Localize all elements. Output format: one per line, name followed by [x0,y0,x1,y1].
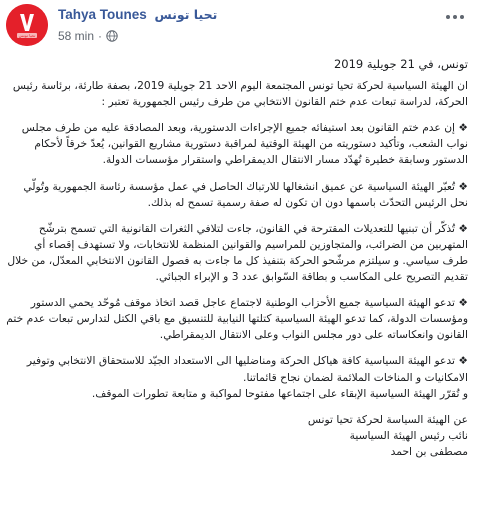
point-paragraph-4: ❖ تدعو الهيئة السياسية جميع الأحزاب الوطنية لاجتماع عاجل قصد اتخاذ موقف مُوحّد يحمي الدستور ومؤسسات الدولة، كما تدعو الهيئة السياسية كتلتها النيابية للتنسيق مع باقي الكتل لتدارس تبعات عدم ختم القانون وانعكاساته على دور مجلس النواب وعلى الانتقال الديمقراطي. [6,296,468,342]
page-name[interactable]: Tahya Tounes [58,7,147,22]
signature-line-1: عن الهيئة السياسة لحركة تحيا تونس [307,412,468,426]
more-options-icon[interactable] [444,10,466,24]
post-body [6,56,468,460]
point-paragraph-1: ❖ إن عدم ختم القانون بعد استيفائه جميع الإجراءات الدستورية، وبعد المصادقة عليه من طرف مجلس نواب الشعب، وتأكيد دستوريته من الهيئة الوقتية لمراقبة دستورية مشاريع القوانين، يُعدّ خرقاً لأحكام الدستور وسابقة خطيرة تُهدّد مسار الانتقال الديمقراطي واستقرار مؤسسات الدولة. [21,121,468,167]
signature-line-2: نائب رئيس الهيئة السياسية [349,428,468,442]
post-meta [58,29,118,43]
closing-paragraph: و تُقرّر الهيئة السياسية الإبقاء على اجتماعها مفتوحا لمواكبة و متابعة تطورات الموقف. [91,386,468,400]
point-paragraph-5: ❖ تدعو الهيئة السياسية كافة هياكل الحركة ومناضليها الى الاستعداد الجيّد للاستحقاق الانتخابي وتوفير الامكانيات و المناخات الملائمة لضمان نجاح قائماتنا. [26,354,468,384]
timestamp[interactable]: 58 min [58,29,95,43]
page-name-link[interactable] [58,7,217,22]
point-paragraph-3: ❖ تُذكّر أن تبنيها للتعديلات المقترحة في القانون، جاءت لتلافي الثغرات القانونية التي تسمح بترشّح المتهربين من الضرائب، والمتجاوزين للمراسيم والقوانين المنظمة للانتخابات، ولا تستهدف إقصاء أي طرف سياسي. و سيلتزم مرشّحو الحركة بتنفيذ كل ما جاءت به فصول القانون الانتخابي المعدّل، من خلال تقديم التصريح على المكاسب و بطاقة السّوابق عدد 3 و الإبراء الجبائي. [7,221,468,284]
intro-paragraph: ان الهيئة السياسية لحركة تحيا تونس المجتمعة اليوم الاحد 21 جويلية 2019، بصفة طارئة، برئاسة رئيس الحركة، لدراسة تبعات عدم ختم القانون الانتخابي من طرف رئيس الجمهورية تعتبر : [12,79,468,109]
date-line: تونس، في 21 جويلية 2019 [333,57,468,71]
signature-line-3: مصطفى بن احمد [390,444,468,458]
avatar-text: تحيا تونس [18,33,36,38]
avatar[interactable] [6,4,48,46]
globe-icon[interactable] [106,30,118,42]
page-name-arabic[interactable]: تحيا تونس [154,7,218,22]
meta-separator: · [98,29,103,43]
point-paragraph-2: ❖ تُعبّر الهيئة السياسية عن عميق انشغالها للارتباك الحاصل في عمل مؤسسة رئاسة الجمهورية وتُولّي نحل الرئيس التحدّث باسمها دون ان تكون له صفة رسمية تسمح له بذلك. [23,179,468,209]
post-header [0,0,478,52]
party-logo-icon [6,4,48,46]
